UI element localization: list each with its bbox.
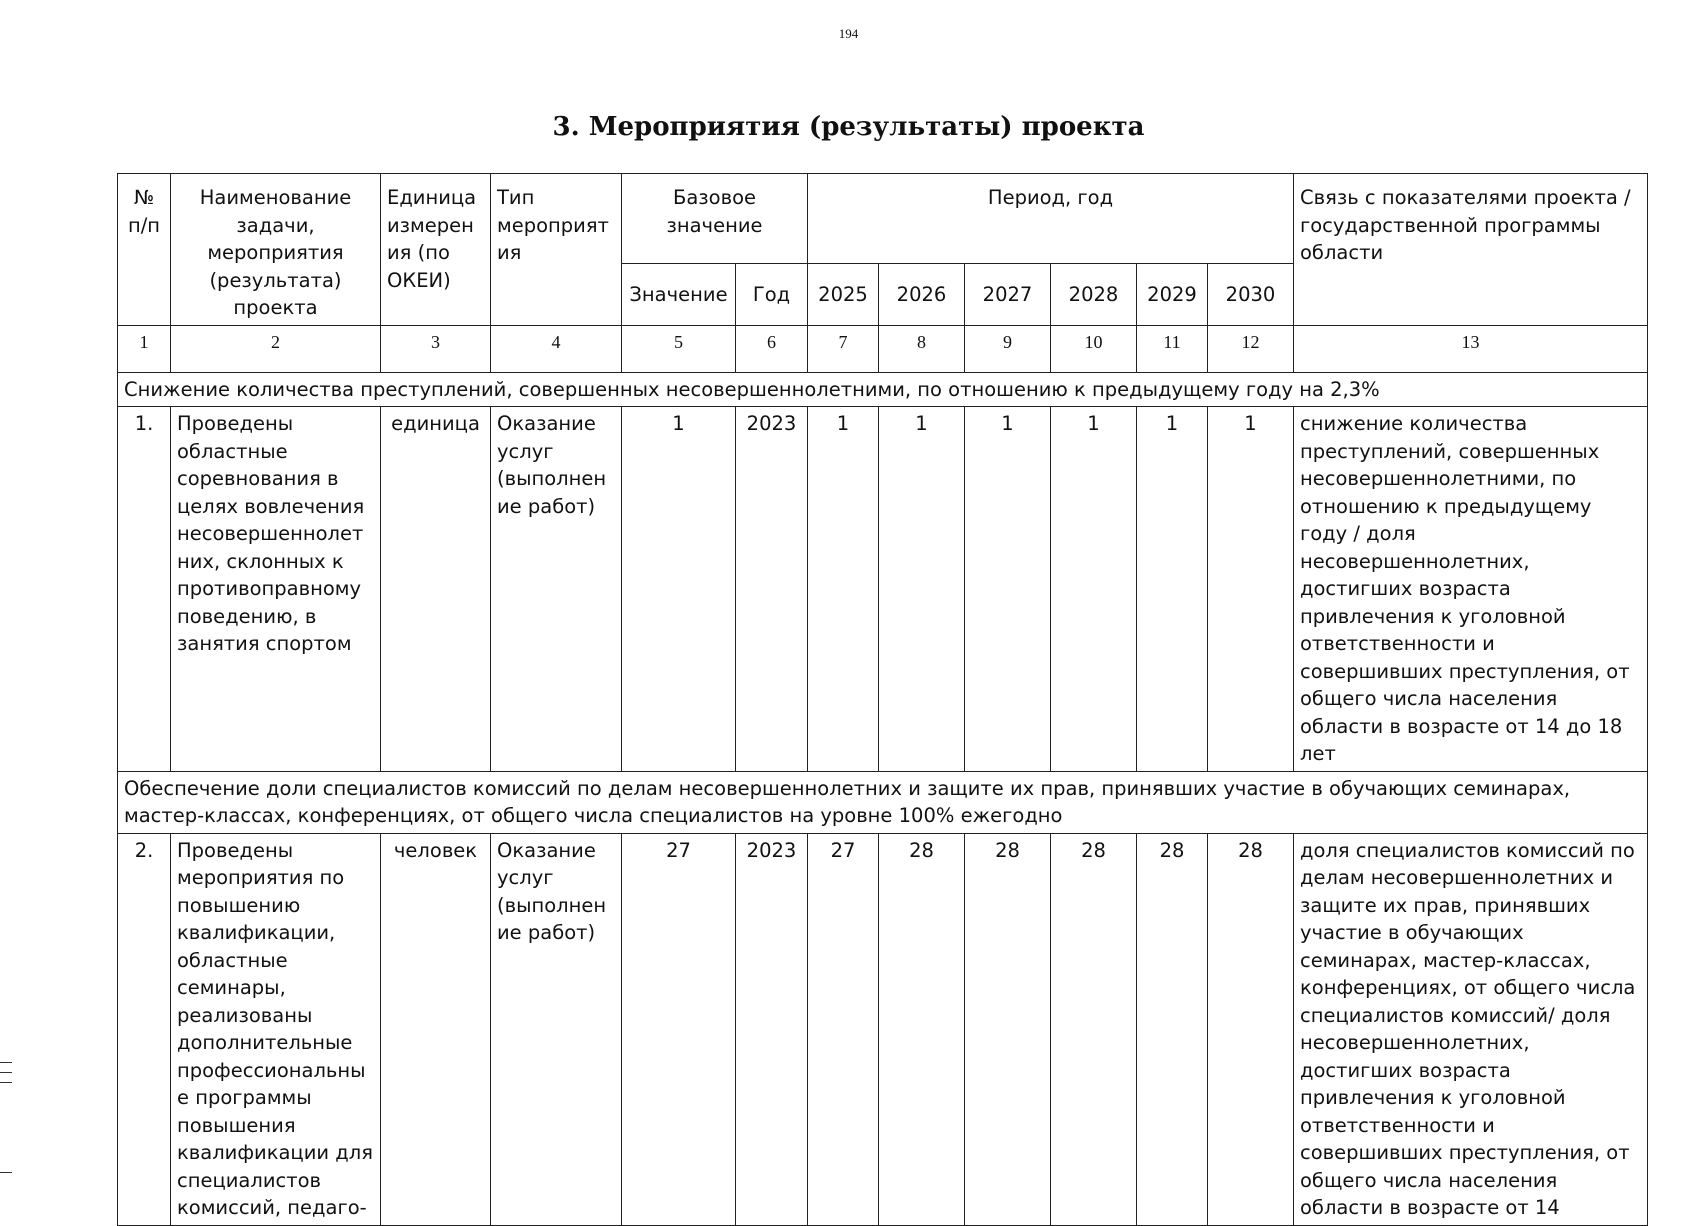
column-number: 5 [622,325,736,372]
row-value-2028: 28 [1051,833,1137,1225]
row-link: снижение количества преступлений, совершенных несовершеннолетними, по отношению к предыдущему году / доля несовершеннолетних, достигших возраста привлечения к уголовной ответственности и совершивших преступления, от общего числа населения области в возрасте от 14 до 18 лет [1294,407,1648,772]
row-base-value: 1 [622,407,736,772]
row-unit: единица [381,407,491,772]
header-year-2026: 2026 [879,264,965,325]
binding-mark [0,1172,12,1173]
column-number: 6 [736,325,808,372]
header-base: Базовое значение [622,174,808,264]
column-number: 3 [381,325,491,372]
header-base-year: Год [736,264,808,325]
header-year-2027: 2027 [965,264,1051,325]
header-year-2030: 2030 [1208,264,1294,325]
header-year-2028: 2028 [1051,264,1137,325]
row-value-2025: 27 [808,833,879,1225]
header-num: № п/п [118,174,171,326]
row-num: 1. [118,407,171,772]
row-num: 2. [118,833,171,1225]
header-type: Тип мероприятия [491,174,622,326]
column-number: 1 [118,325,171,372]
column-number: 9 [965,325,1051,372]
table-row [118,833,1648,1225]
binding-mark [0,1062,12,1063]
section-row [118,372,1648,407]
section-row [118,771,1648,833]
page-title: 3. Мероприятия (результаты) проекта [552,112,1145,142]
table-row [118,407,1648,772]
row-value-2030: 28 [1208,833,1294,1225]
header-base-value: Значение [622,264,736,325]
header-name: Наименование задачи, мероприятия (результата) проекта [171,174,381,326]
row-value-2025: 1 [808,407,879,772]
row-value-2030: 1 [1208,407,1294,772]
header-period: Период, год [808,174,1294,264]
row-link: доля специалистов комиссий по делам несовершеннолетних и защите их прав, принявших участие в обучающих семинарах, мастер-классах, конференциях, от общего числа специалистов комиссий/ доля несовершеннолетних, достигших возраста привлечения к уголовной ответственности и совершивших преступления, от общего числа населения области в возрасте от 14 [1294,833,1648,1225]
header-unit: Единица измерения (по ОКЕИ) [381,174,491,326]
column-number: 11 [1137,325,1208,372]
binding-mark [0,1072,12,1073]
row-value-2027: 28 [965,833,1051,1225]
header-year-2025: 2025 [808,264,879,325]
header-year-2029: 2029 [1137,264,1208,325]
row-base-year: 2023 [736,407,808,772]
row-type: Оказание услуг (выполнение работ) [491,833,622,1225]
row-type: Оказание услуг (выполнение работ) [491,407,622,772]
column-number: 13 [1294,325,1648,372]
column-number: 4 [491,325,622,372]
column-number: 10 [1051,325,1137,372]
row-value-2029: 1 [1137,407,1208,772]
header-row [118,174,1648,264]
row-value-2026: 1 [879,407,965,772]
row-value-2026: 28 [879,833,965,1225]
header-link: Связь с показателями проекта / государственной программы области [1294,174,1648,326]
row-base-value: 27 [622,833,736,1225]
column-number: 12 [1208,325,1294,372]
row-value-2027: 1 [965,407,1051,772]
row-name: Проведены областные соревнования в целях вовлечения несовершеннолетних, склонных к противоправному поведению, в занятия спортом [171,407,381,772]
section-title: Снижение количества преступлений, совершенных несовершеннолетними, по отношению к предыдущему году на 2,3% [118,372,1648,407]
page-number: 194 [838,26,859,41]
events-table [117,173,1648,1226]
row-value-2029: 28 [1137,833,1208,1225]
column-number: 8 [879,325,965,372]
row-value-2028: 1 [1051,407,1137,772]
column-number: 2 [171,325,381,372]
section-title: Обеспечение доли специалистов комиссий по делам несовершеннолетних и защите их прав, принявших участие в обучающих семинарах, мастер-классах, конференциях, от общего числа специалистов на уровне 100% ежегодно [118,771,1648,833]
row-base-year: 2023 [736,833,808,1225]
column-number-row [118,325,1648,372]
binding-mark [0,1082,12,1083]
column-number: 7 [808,325,879,372]
row-name: Проведены мероприятия по повышению квалификации, областные семинары, реализованы дополнительные профессиональные программы повышения квалификации для специалистов комиссий, педаго- [171,833,381,1225]
row-unit: человек [381,833,491,1225]
